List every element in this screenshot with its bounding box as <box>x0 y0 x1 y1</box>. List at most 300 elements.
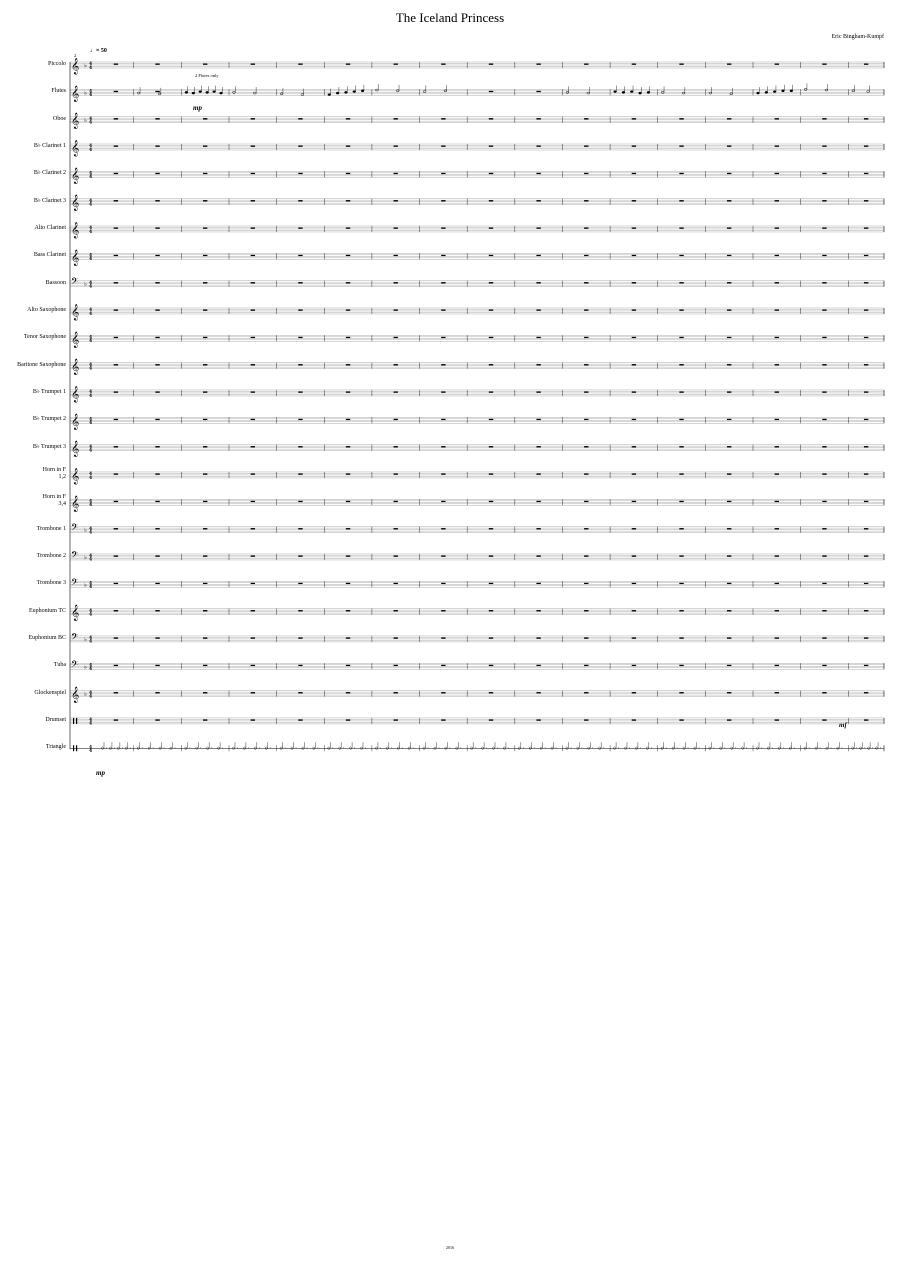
whole-rest <box>679 637 683 638</box>
whole-rest <box>114 337 118 338</box>
tempo-mark: ♩= 50 <box>90 48 107 54</box>
whole-rest <box>114 227 118 228</box>
whole-rest <box>489 173 493 174</box>
eighth-rest-icon: 𝄾 <box>735 745 737 751</box>
whole-rest <box>727 364 731 365</box>
whole-rest <box>155 145 159 146</box>
whole-rest <box>298 692 302 693</box>
whole-rest <box>155 227 159 228</box>
whole-rest <box>441 692 445 693</box>
whole-rest <box>441 419 445 420</box>
whole-rest <box>775 200 779 201</box>
whole-rest <box>298 446 302 447</box>
time-signature-lower: 4 <box>89 475 93 481</box>
whole-rest <box>536 419 540 420</box>
whole-rest <box>155 419 159 420</box>
eighth-rest-icon: 𝄾 <box>864 745 866 751</box>
eighth-rest-icon: 𝄾 <box>174 745 176 751</box>
bass-clef-icon: 𝄢 <box>71 631 79 645</box>
eighth-rest-icon: 𝄾 <box>618 745 620 751</box>
treble-clef-icon: 𝄞 <box>71 605 80 622</box>
eighth-rest-icon: 𝄾 <box>189 745 191 751</box>
whole-rest <box>727 501 731 502</box>
time-signature-lower: 4 <box>89 311 93 317</box>
whole-rest <box>864 255 868 256</box>
whole-rest <box>251 692 255 693</box>
whole-rest <box>394 610 398 611</box>
whole-rest <box>155 64 159 65</box>
treble-clef-icon: 𝄞 <box>71 359 80 376</box>
eighth-rest-icon: 𝄾 <box>639 745 641 751</box>
eighth-rest-icon: 𝄾 <box>200 745 202 751</box>
whole-rest <box>394 64 398 65</box>
time-signature-upper: 4 <box>89 472 93 478</box>
whole-rest <box>727 637 731 638</box>
whole-rest <box>775 337 779 338</box>
time-signature-upper: 4 <box>89 62 93 68</box>
whole-rest <box>114 637 118 638</box>
whole-rest <box>346 200 350 201</box>
flute-note <box>361 90 364 92</box>
whole-rest <box>822 255 826 256</box>
whole-rest <box>394 419 398 420</box>
whole-rest <box>114 583 118 584</box>
whole-rest <box>536 118 540 119</box>
whole-rest <box>775 692 779 693</box>
whole-rest <box>203 227 207 228</box>
whole-rest <box>632 64 636 65</box>
whole-rest <box>822 665 826 666</box>
whole-rest <box>679 528 683 529</box>
whole-rest <box>298 173 302 174</box>
whole-rest <box>489 446 493 447</box>
whole-rest <box>536 637 540 638</box>
whole-rest <box>775 227 779 228</box>
whole-rest <box>775 118 779 119</box>
whole-rest <box>346 337 350 338</box>
whole-rest <box>822 555 826 556</box>
whole-rest <box>536 473 540 474</box>
eighth-rest-icon: 𝄾 <box>713 745 715 751</box>
whole-rest <box>727 583 731 584</box>
whole-rest <box>489 227 493 228</box>
whole-rest <box>632 337 636 338</box>
whole-rest <box>536 692 540 693</box>
whole-rest <box>864 64 868 65</box>
whole-rest <box>584 583 588 584</box>
flat-icon: ♭ <box>84 89 87 97</box>
whole-rest <box>632 255 636 256</box>
eighth-rest-icon: 𝄾 <box>258 745 260 751</box>
time-signature-lower: 4 <box>89 93 93 99</box>
whole-rest <box>441 337 445 338</box>
whole-rest <box>441 255 445 256</box>
whole-rest <box>155 118 159 119</box>
instrument-name: Baritone Saxophone <box>17 361 66 368</box>
whole-rest <box>441 118 445 119</box>
eighth-rest-icon: 𝄾 <box>555 745 557 751</box>
whole-rest <box>679 364 683 365</box>
flute-note <box>765 91 768 93</box>
eighth-rest-icon: 𝄾 <box>880 745 882 751</box>
time-signature-lower: 4 <box>89 202 93 208</box>
whole-rest <box>114 145 118 146</box>
whole-rest <box>298 282 302 283</box>
eighth-rest-icon: 𝄾 <box>522 745 524 751</box>
time-signature-lower: 4 <box>89 749 93 755</box>
whole-rest <box>489 364 493 365</box>
whole-rest <box>394 446 398 447</box>
whole-rest <box>536 309 540 310</box>
whole-rest <box>584 118 588 119</box>
whole-rest <box>441 446 445 447</box>
flute-note <box>773 91 776 93</box>
eighth-rest-icon: 𝄾 <box>570 745 572 751</box>
whole-rest <box>679 692 683 693</box>
time-signature-lower: 4 <box>89 65 93 71</box>
whole-rest <box>632 173 636 174</box>
whole-rest <box>394 200 398 201</box>
whole-rest <box>394 665 398 666</box>
whole-rest <box>155 446 159 447</box>
whole-rest <box>822 64 826 65</box>
instrument-name: Drumset <box>45 716 66 723</box>
whole-rest <box>155 200 159 201</box>
instrument-name: Triangle <box>45 744 66 751</box>
bass-clef-icon: 𝄢 <box>71 658 79 672</box>
whole-rest <box>203 501 207 502</box>
whole-rest <box>203 446 207 447</box>
whole-rest <box>346 173 350 174</box>
whole-rest <box>864 528 868 529</box>
time-signature-upper: 4 <box>89 116 93 122</box>
whole-rest <box>632 501 636 502</box>
eighth-rest-icon: 𝄾 <box>306 745 308 751</box>
whole-rest <box>155 501 159 502</box>
flutes-annotation: 2 Flutes only <box>195 73 219 78</box>
whole-rest <box>584 309 588 310</box>
whole-rest <box>155 528 159 529</box>
whole-rest <box>394 719 398 720</box>
treble-clef-icon: 𝄞 <box>71 58 80 75</box>
whole-rest <box>251 637 255 638</box>
eighth-rest-icon: 𝄾 <box>746 745 748 751</box>
flute-note <box>199 91 202 93</box>
whole-rest <box>489 391 493 392</box>
whole-rest <box>298 665 302 666</box>
instrument-name: Bass Clarinet <box>33 252 66 259</box>
whole-rest <box>864 473 868 474</box>
whole-rest <box>394 255 398 256</box>
whole-rest <box>632 309 636 310</box>
whole-rest <box>394 528 398 529</box>
whole-rest <box>584 64 588 65</box>
instrument-name: B♭ Clarinet 3 <box>33 197 66 204</box>
whole-rest <box>203 118 207 119</box>
percussion-clef-icon <box>76 718 77 724</box>
treble-clef-icon: 𝄞 <box>71 386 80 403</box>
whole-rest <box>203 391 207 392</box>
treble-clef-icon: 𝄞 <box>71 167 80 184</box>
whole-rest <box>536 337 540 338</box>
whole-rest <box>155 282 159 283</box>
eighth-rest-icon: 𝄾 <box>412 745 414 751</box>
whole-rest <box>203 555 207 556</box>
eighth-rest-icon: 𝄾 <box>533 745 535 751</box>
eighth-rest-icon: 𝄾 <box>163 745 165 751</box>
whole-rest <box>394 227 398 228</box>
eighth-rest-icon: 𝄾 <box>486 745 488 751</box>
whole-rest <box>584 227 588 228</box>
instrument-name: Tuba <box>53 662 66 669</box>
whole-rest <box>441 501 445 502</box>
page-footer: 2016 <box>446 1245 454 1250</box>
whole-rest <box>864 200 868 201</box>
whole-rest <box>679 64 683 65</box>
whole-rest <box>536 255 540 256</box>
whole-rest <box>632 282 636 283</box>
eighth-rest-icon: 𝄾 <box>401 745 403 751</box>
percussion-clef-icon <box>73 745 74 751</box>
instrument-name: Horn in F <box>42 466 66 473</box>
whole-rest <box>679 501 683 502</box>
flutes-dynamic: mp <box>193 104 202 112</box>
whole-rest <box>155 665 159 666</box>
eighth-rest-icon: 𝄾 <box>841 745 843 751</box>
whole-rest <box>775 309 779 310</box>
whole-rest <box>251 173 255 174</box>
time-signature-upper: 4 <box>89 280 93 286</box>
instrument-name: Tenor Saxophone <box>23 334 66 341</box>
whole-rest <box>632 391 636 392</box>
whole-rest <box>441 64 445 65</box>
whole-rest <box>584 637 588 638</box>
whole-rest <box>632 473 636 474</box>
time-signature-lower: 4 <box>89 175 93 181</box>
whole-rest <box>251 227 255 228</box>
flute-note <box>782 90 785 92</box>
eighth-rest-icon: 𝄾 <box>237 745 239 751</box>
whole-rest <box>489 555 493 556</box>
whole-rest <box>489 337 493 338</box>
treble-clef-icon: 𝄞 <box>71 249 80 266</box>
whole-rest <box>346 473 350 474</box>
eighth-rest-icon: 𝄾 <box>761 745 763 751</box>
flute-note <box>757 92 760 94</box>
whole-rest <box>155 391 159 392</box>
whole-rest <box>298 118 302 119</box>
whole-rest <box>822 337 826 338</box>
instrument-name: Flutes <box>51 88 66 95</box>
eighth-rest-icon: 𝄾 <box>427 745 429 751</box>
time-signature-lower: 4 <box>89 120 93 126</box>
whole-rest <box>394 637 398 638</box>
time-signature-upper: 4 <box>89 636 93 642</box>
whole-rest <box>114 64 118 65</box>
whole-rest <box>441 391 445 392</box>
treble-clef-icon: 𝄞 <box>71 195 80 212</box>
eighth-rest-icon: 𝄾 <box>592 745 594 751</box>
whole-rest <box>155 555 159 556</box>
whole-rest <box>679 173 683 174</box>
whole-rest <box>864 118 868 119</box>
whole-rest <box>536 583 540 584</box>
whole-rest <box>632 610 636 611</box>
flute-note <box>630 91 633 93</box>
whole-rest <box>346 282 350 283</box>
flute-note <box>220 92 223 94</box>
whole-rest <box>441 583 445 584</box>
whole-rest <box>346 309 350 310</box>
whole-rest <box>822 446 826 447</box>
eighth-rest-icon: 𝄾 <box>507 745 509 751</box>
whole-rest <box>584 610 588 611</box>
time-signature-upper: 4 <box>89 390 93 396</box>
whole-rest <box>114 528 118 529</box>
whole-rest <box>536 528 540 529</box>
treble-clef-icon: 𝄞 <box>71 413 80 430</box>
time-signature-lower: 4 <box>89 229 93 235</box>
time-signature-upper: 4 <box>89 526 93 532</box>
eighth-rest-icon: 𝄾 <box>808 745 810 751</box>
whole-rest <box>203 200 207 201</box>
whole-rest <box>394 501 398 502</box>
whole-rest <box>864 364 868 365</box>
whole-rest <box>114 309 118 310</box>
whole-rest <box>203 419 207 420</box>
whole-rest <box>536 364 540 365</box>
time-signature-lower: 4 <box>89 366 93 372</box>
whole-rest <box>441 719 445 720</box>
whole-rest <box>632 200 636 201</box>
time-signature-upper: 4 <box>89 335 93 341</box>
whole-rest <box>727 555 731 556</box>
tempo-value: = 50 <box>96 48 107 54</box>
percussion-clef-icon <box>76 745 77 751</box>
whole-rest <box>394 473 398 474</box>
whole-rest <box>203 665 207 666</box>
whole-rest <box>394 391 398 392</box>
whole-rest <box>441 145 445 146</box>
instrument-name: Trombone 3 <box>36 580 66 587</box>
whole-rest <box>203 309 207 310</box>
whole-rest <box>298 255 302 256</box>
eighth-rest-icon: 𝄾 <box>247 745 249 751</box>
whole-rest <box>114 91 118 92</box>
whole-rest <box>346 555 350 556</box>
time-signature-lower: 4 <box>89 147 93 153</box>
whole-rest <box>536 227 540 228</box>
whole-rest <box>775 610 779 611</box>
eighth-rest-icon: 𝄾 <box>724 745 726 751</box>
whole-rest <box>251 419 255 420</box>
flute-note <box>647 91 650 93</box>
whole-rest <box>298 610 302 611</box>
whole-rest <box>822 309 826 310</box>
flute-note <box>192 92 195 94</box>
whole-rest <box>864 309 868 310</box>
whole-rest <box>489 501 493 502</box>
whole-rest <box>346 419 350 420</box>
whole-rest <box>441 309 445 310</box>
whole-rest <box>536 719 540 720</box>
whole-rest <box>203 719 207 720</box>
time-signature-lower: 4 <box>89 339 93 345</box>
whole-rest <box>114 255 118 256</box>
whole-rest <box>489 64 493 65</box>
whole-rest <box>775 637 779 638</box>
eighth-rest-icon: 𝄾 <box>830 745 832 751</box>
time-signature-upper: 4 <box>89 144 93 150</box>
whole-rest <box>441 173 445 174</box>
time-signature-lower: 4 <box>89 694 93 700</box>
whole-rest <box>775 665 779 666</box>
whole-rest <box>584 555 588 556</box>
time-signature-upper: 4 <box>89 253 93 259</box>
treble-clef-icon: 𝄞 <box>71 331 80 348</box>
whole-rest <box>727 665 731 666</box>
whole-rest <box>679 337 683 338</box>
whole-rest <box>114 364 118 365</box>
whole-rest <box>441 200 445 201</box>
whole-rest <box>536 64 540 65</box>
whole-rest <box>864 145 868 146</box>
whole-rest <box>394 309 398 310</box>
whole-rest <box>251 118 255 119</box>
instrument-name: B♭ Clarinet 2 <box>33 170 66 177</box>
eighth-rest-icon: 𝄾 <box>872 745 874 751</box>
instrument-name: B♭ Trumpet 2 <box>32 416 66 423</box>
whole-rest <box>679 309 683 310</box>
whole-rest <box>394 118 398 119</box>
whole-rest <box>679 555 683 556</box>
instrument-name: B♭ Clarinet 1 <box>33 142 66 149</box>
flat-icon: ♭ <box>84 117 87 125</box>
eighth-rest-icon: 𝄾 <box>390 745 392 751</box>
whole-rest <box>679 118 683 119</box>
whole-rest <box>298 637 302 638</box>
instrument-name: Oboe <box>53 115 66 122</box>
whole-rest <box>864 173 868 174</box>
time-signature-upper: 4 <box>89 718 93 724</box>
time-signature-upper: 4 <box>89 89 93 95</box>
whole-rest <box>394 583 398 584</box>
instrument-name: Piccolo <box>48 61 66 67</box>
eighth-rest-icon: 𝄾 <box>544 745 546 751</box>
whole-rest <box>536 282 540 283</box>
whole-rest <box>394 692 398 693</box>
whole-rest <box>251 337 255 338</box>
whole-rest <box>346 665 350 666</box>
whole-rest <box>632 446 636 447</box>
whole-rest <box>536 555 540 556</box>
whole-rest <box>203 473 207 474</box>
whole-rest <box>298 309 302 310</box>
instrument-name: B♭ Trumpet 3 <box>32 443 66 450</box>
whole-rest <box>298 555 302 556</box>
whole-rest <box>441 528 445 529</box>
whole-rest <box>775 719 779 720</box>
whole-rest <box>584 145 588 146</box>
whole-rest <box>203 282 207 283</box>
time-signature-upper: 4 <box>89 362 93 368</box>
whole-rest <box>394 337 398 338</box>
eighth-rest-icon: 𝄾 <box>269 745 271 751</box>
whole-rest <box>864 501 868 502</box>
flute-note <box>213 91 216 93</box>
whole-rest <box>155 719 159 720</box>
whole-rest <box>584 719 588 720</box>
